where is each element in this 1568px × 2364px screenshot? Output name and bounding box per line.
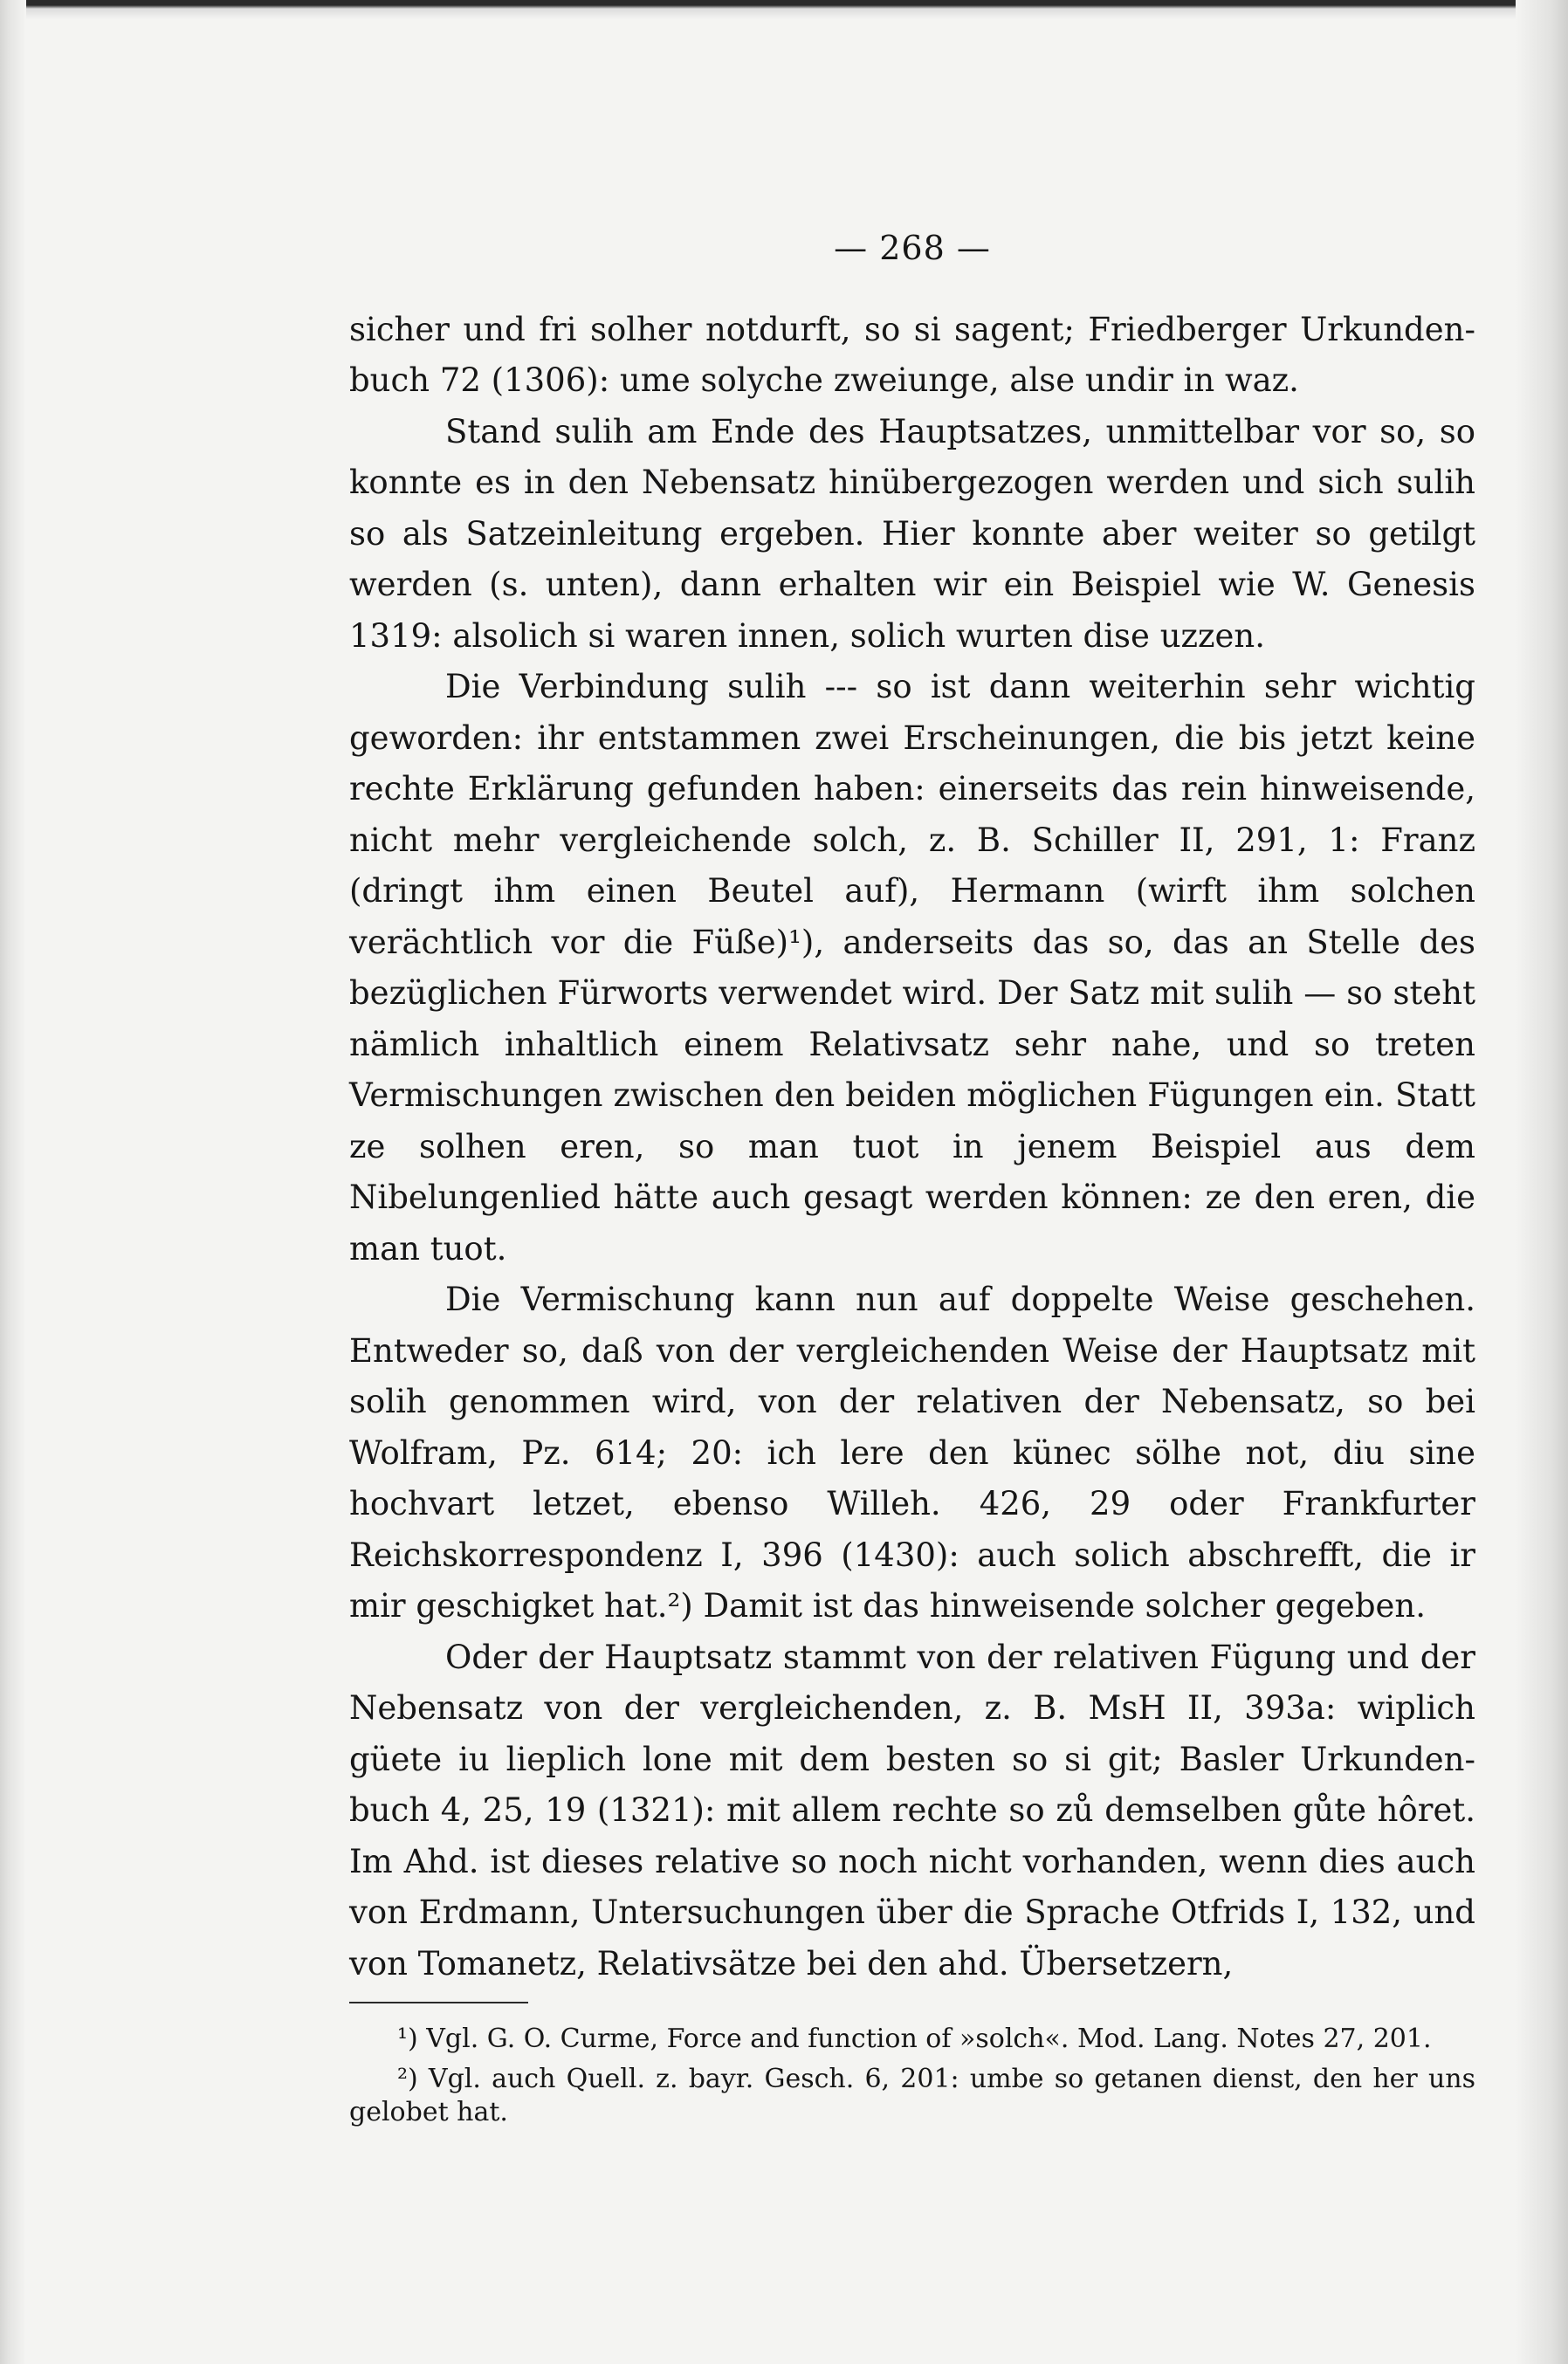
paragraph-4: Die Vermischung kann nun auf doppelte Weise geschehen. Entweder so, daß von der vergleichenden Weise der Hauptsatz mit solih genommen wird, von der relativen der Nebensatz, so bei Wolfram, Pz. 614; 20: ich lere den künec sölhe not, diu sine hochvart letzet, ebenso Willeh. 426, 29 oder Frankfurter Reichskorrespondenz I, 396 (1430): auch solich abschrefft, die ir mir geschigket hat.²) Damit ist das hinweisende solcher gegeben. <box>349 1281 1475 1625</box>
footnote-2: ²) Vgl. auch Quell. z. bayr. Gesch. 6, 201: umbe so getanen dienst, den her uns gelobet hat. <box>349 2064 1475 2127</box>
footnotes <box>349 2023 1475 2129</box>
paragraph-2: Stand sulih am Ende des Hauptsatzes, unmittelbar vor so, so konnte es in den Nebensatz hinübergezogen werden und sich sulih so als Satzeinleitung ergeben. Hier konnte aber weiter so getilgt werden (s. unten), dann erhalten wir ein Beispiel wie W. Genesis 1319: alsolich si waren innen, solich wurten dise uzzen. <box>349 412 1475 655</box>
paragraph-5: Oder der Hauptsatz stammt von der relativen Fügung und der Nebensatz von der vergleichenden, z. B. MsH II, 393a: wiplich güete iu lieplich lone mit dem besten so si git; Basler Urkundenbuch 4, 25, 19 (1321): mit allem rechte so zů demselben gůte hôret. Im Ahd. ist dieses relative so noch nicht vorhanden, wenn dies auch von Erdmann, Untersuchungen über die Sprache Otfrids I, 132, und von Tomanetz, Relativsätze bei den ahd. Übersetzern, <box>349 1638 1475 1983</box>
scan-edge-left <box>0 0 26 2364</box>
paragraph-3: Die Verbindung sulih --- so ist dann weiterhin sehr wichtig geworden: ihr entstammen zwei Erscheinungen, die bis jetzt keine rechte Erklärung gefunden haben: einerseits das rein hinweisende, nicht mehr vergleichende solch, z. B. Schiller II, 291, 1: Franz (dringt ihm einen Beutel auf), Hermann (wirft ihm solchen verächtlich vor die Füße)¹), anderseits das so, das an Stelle des bezüglichen Fürworts verwendet wird. Der Satz mit sulih — so steht nämlich inhaltlich einem Relativsatz sehr nahe, und so treten Vermischungen zwischen den beiden möglichen Fügungen ein. Statt ze solhen eren, so man tuot in jenem Beispiel aus dem Nibelungenlied hätte auch gesagt werden können: ze den eren, die man tuot. <box>349 668 1475 1268</box>
paragraph-1: sicher und fri solher notdurft, so si sagent; Friedberger Urkundenbuch 72 (1306): ume solyche zweiunge, alse undir in waz. <box>349 310 1475 399</box>
footnote-1: ¹) Vgl. G. O. Curme, Force and function of »solch«. Mod. Lang. Notes 27, 201. <box>397 2024 1432 2054</box>
footnote-divider <box>349 2002 528 2003</box>
scan-edge-top <box>0 0 1568 19</box>
text-block <box>349 223 1475 2136</box>
scan-edge-right <box>1516 0 1568 2364</box>
page-number: — 268 — <box>834 229 991 267</box>
